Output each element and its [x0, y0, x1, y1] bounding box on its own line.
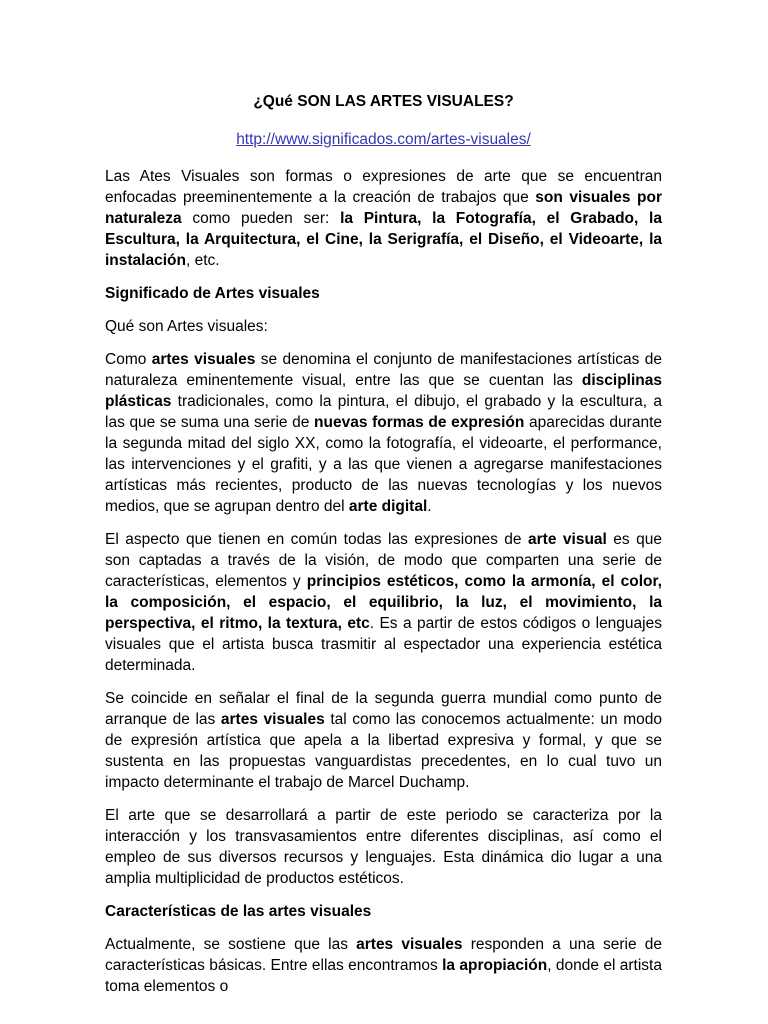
paragraph-interaccion: El arte que se desarrollará a partir de este periodo se caracteriza por la interacción y los transvasamientos entre diferentes disciplinas, así como el empleo de sus diversos recursos y lenguajes. Esta dinámica dio lugar a una amplia multiplicidad de productos estéticos.	[105, 807, 662, 887]
heading-caracteristicas: Características de las artes visuales	[105, 903, 372, 920]
paragraph-como-artes-visuales: Como artes visuales se denomina el conjunto de manifestaciones artísticas de naturaleza eminentemente visual, entre las que se cuentan las disciplinas plásticas tradicionales, como la pintura, el dibujo, el grabado y la escultura, a las que se suma una serie de nuevas formas de expresión aparecidas durante la segunda mitad del siglo XX, como la fotografía, el videoarte, el performance, las intervenciones y el grafiti, y a las que vienen a agregarse manifestaciones artísticas más recientes, producto de las nuevas tecnologías y los nuevos medios, que se agrupan dentro del arte digital.	[105, 351, 662, 515]
paragraph-intro: Las Ates Visuales son formas o expresiones de arte que se encuentran enfocadas preeminentemente a la creación de trabajos que son visuales por naturaleza como pueden ser: la Pintura, la Fotografía, el Grabado, la Escultura, la Arquitectura, el Cine, la Serigrafía, el Diseño, el Videoarte, la instalación, etc.	[105, 168, 662, 269]
paragraph-caracteristicas-intro: Actualmente, se sostiene que las artes visuales responden a una serie de características básicas. Entre ellas encontramos la apropiación, donde el artista toma elementos o	[105, 936, 662, 995]
heading-significado: Significado de Artes visuales	[105, 285, 320, 302]
paragraph-que-son: Qué son Artes visuales:	[105, 318, 268, 335]
document-title: ¿Qué SON LAS ARTES VISUALES?	[253, 93, 514, 110]
paragraph-posguerra: Se coincide en señalar el final de la segunda guerra mundial como punto de arranque de las artes visuales tal como las conocemos actualmente: un modo de expresión artística que apela a la libertad expresiva y formal, y que se sustenta en las propuestas vanguardistas precedentes, en lo cual tuvo un impacto determinante el trabajo de Marcel Duchamp.	[105, 690, 662, 791]
paragraph-aspecto-comun: El aspecto que tienen en común todas las expresiones de arte visual es que son captadas a través de la visión, de modo que comparten una serie de características, elementos y principios estéticos, como la armonía, el color, la composición, el espacio, el equilibrio, la luz, el movimiento, la perspectiva, el ritmo, la textura, etc. Es a partir de estos códigos o lenguajes visuales que el artista busca trasmitir al espectador una experiencia estética determinada.	[105, 531, 662, 674]
source-link[interactable]: http://www.significados.com/artes-visuales/	[236, 131, 531, 148]
link-line	[105, 129, 662, 150]
